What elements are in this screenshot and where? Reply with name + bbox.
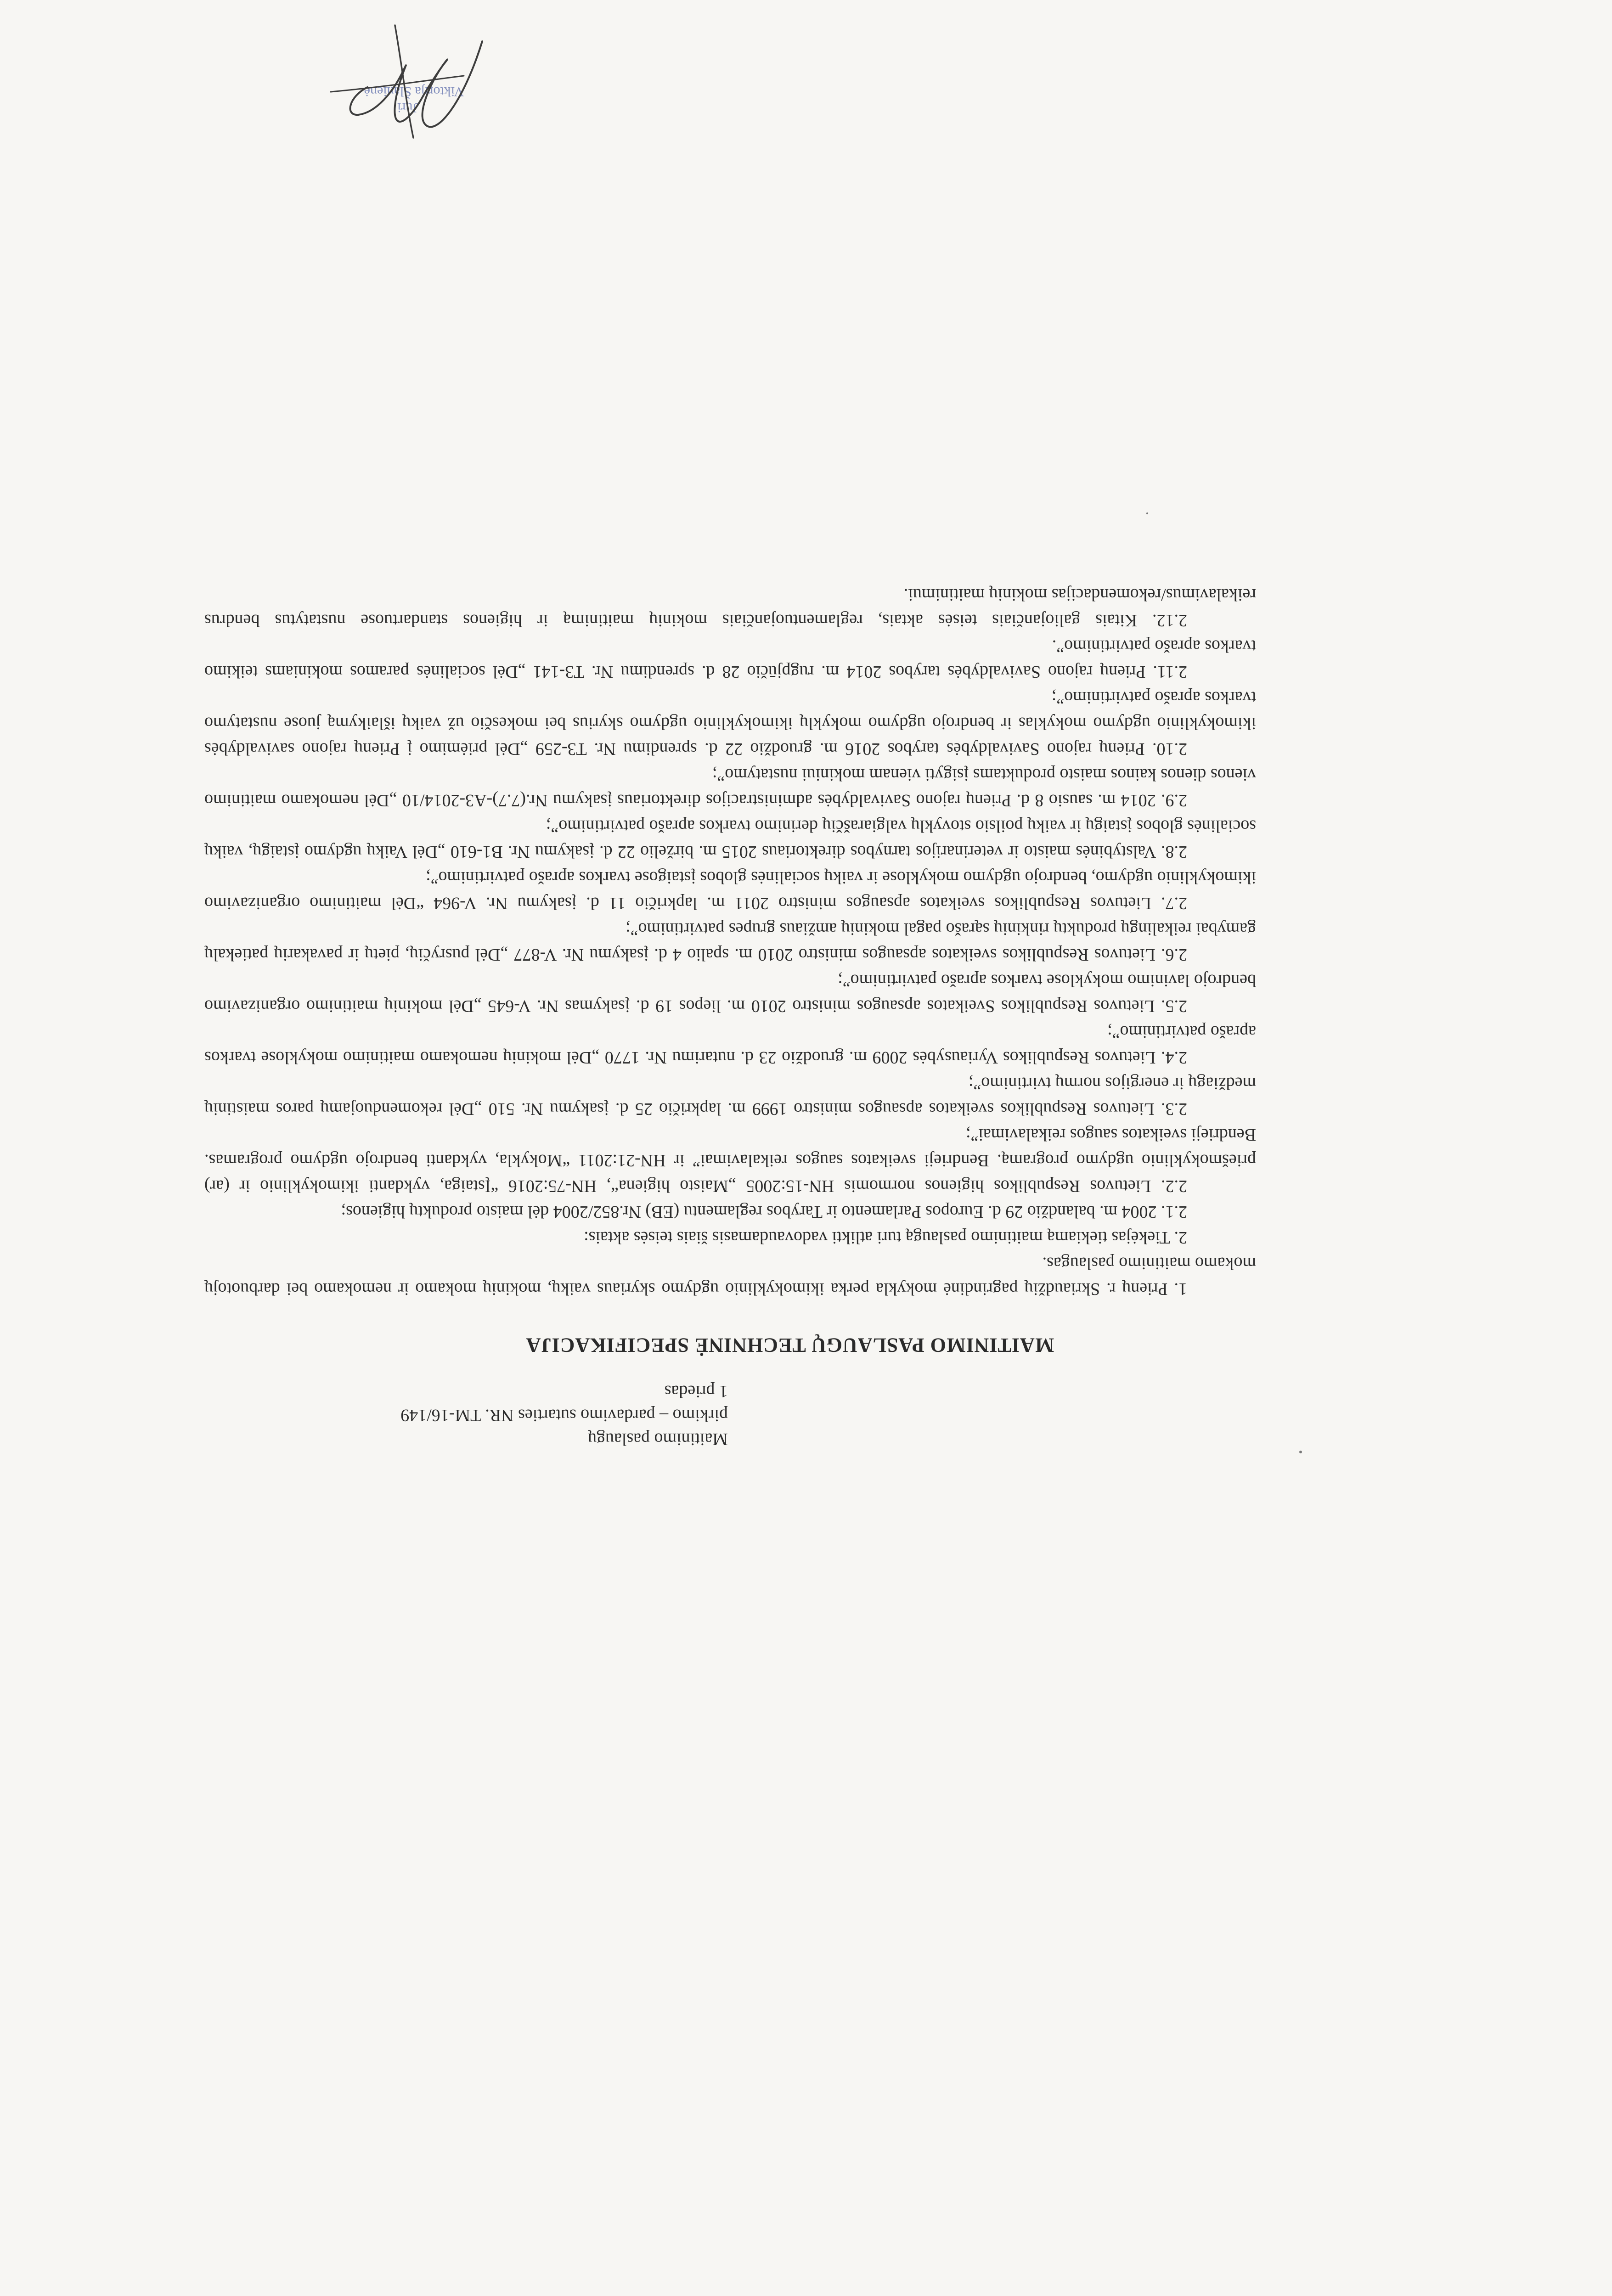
scan-speck (1299, 1451, 1302, 1453)
paragraph: 2.10. Prienų rajono Savivaldybės tarybos 2016 m. gruodžio 22 d. sprendimu Nr. T3-259 „Dėl priėmimo į Prienų rajono savivaldybės ikimokyklinio ugdymo mokyklas ir bendrojo ugdymo mokyklų ikimokyklinio ugdymo skyrius bei mokesčio už vaikų išlaikymą juose nustatymo tvarkos aprašo patvirtinimo”; (204, 688, 1256, 759)
signature-icon (294, 18, 533, 156)
paragraph: 2.1. 2004 m. balandžio 29 d. Europos Parlamento ir Tarybos reglamentu (EB) Nr.852/2004 dėl maisto produktų higienos; (341, 1202, 1187, 1221)
document-title: MAITINIMO PASLAUGŲ TECHNINĖ SPECIFIKACIJA (525, 1334, 1054, 1356)
paragraph: 2.3. Lietuvos Respublikos sveikatos apsaugos ministro 1999 m. lapkričio 25 d. įsakymu Nr. 510 „Dėl rekomenduojamų paros maistinių medžiagų ir energijos normų tvirtinimo”; (204, 1074, 1256, 1119)
paragraph: 2.5. Lietuvos Respublikos Sveikatos apsaugos ministro 2010 m. liepos 19 d. įsakymas Nr. V-645 „Dėl mokinių maitinimo organizavimo bendrojo lavinimo mokyklose tvarkos aprašo patvirtinimo”; (204, 971, 1256, 1016)
paragraph: 2.11. Prienų rajono Savivaldybės tarybos 2014 m. rugpjūčio 28 d. sprendimu Nr. T3-141 „Dėl socialinės paramos mokiniams teikimo tvarkos aprašo patvirtinimo”. (204, 636, 1256, 681)
annex-line-1: Maitinimo paslaugų (587, 1429, 728, 1449)
paragraph: 2.12. Kitais galiojančiais teisės aktais, reglamentuojančiais mokinių maitinimą ir higienos standartuose nustatytus bendrus reikalavimus/rekomendacijas mokinių maitinimui. (204, 585, 1256, 630)
stamp-line-1: Juri (397, 100, 418, 115)
paragraph: 2.8. Valstybinės maisto ir veterinarijos tarnybos direktoriaus 2015 m. birželio 22 d. įsakymu Nr. B1-610 „Dėl Vaikų ugdymo įstaigų, vaikų socialinės globos įstaigų ir vaikų poilsio stovyklų valgiaraščių derinimo tvarkos aprašo patvirtinimo”; (204, 816, 1256, 861)
paragraph: 1. Prienų r. Skriaudžių pagrindinė mokykla perka ikimokyklinio ugdymo skyriaus vaikų, mokinių mokamo ir nemokamo bei darbuotojų mokamo maitinimo paslaugas. (204, 1254, 1256, 1299)
paragraph: 2. Tiekėjas tiekiamą maitinimo paslaugą turi atlikti vadovaudamasis šiais teisės aktais: (584, 1228, 1187, 1247)
stamp-line-2: Viktorija Šlanienė (364, 84, 464, 99)
annex-header (315, 1379, 728, 1451)
paragraph: 2.2. Lietuvos Respublikos higienos normomis HN-15:2005 „Maisto higiena“, HN-75:2016 “Įstaiga, vykdanti ikimokyklinio ir (ar) priešmokyklinio ugdymo programą. Bendrieji sveikatos saugos reikalavimai” ir HN-21:2011 “Mokykla, vykdanti bendrojo ugdymo programas. Bendrieji sveikatos saugos reikalavimai”; (204, 1125, 1256, 1196)
annex-line-3: 1 priedas (664, 1382, 728, 1401)
signature-stamp (294, 18, 533, 156)
scan-speck (1146, 512, 1148, 514)
paragraph: 2.7. Lietuvos Respublikos sveikatos apsaugos ministro 2011 m. lapkričio 11 d. įsakymu Nr. V-964 “Dėl maitinimo organizavimo ikimokyklinio ugdymo, bendrojo ugdymo mokyklose ir vaikų socialinės globos įstaigose tvarkos aprašo patvirtinimo”; (204, 868, 1256, 913)
paragraph: 2.4. Lietuvos Respublikos Vyriausybės 2009 m. gruodžio 23 d. nutarimu Nr. 1770 „Dėl mokinių nemokamo maitinimo mokyklose tvarkos aprašo patvirtinimo”; (204, 1022, 1256, 1067)
annex-line-2: pirkimo – pardavimo sutarties NR. TM-16/149 (400, 1406, 728, 1425)
document-body (204, 582, 1256, 1302)
paragraph: 2.6. Lietuvos Respublikos sveikatos apsaugos ministro 2010 m. spalio 4 d. įsakymu Nr. V-877 „Dėl pusryčių, pietų ir pavakarių patiekalų gamybai reikalingų produktų rinkinių sąrašo pagal mokinių amžiaus grupes patvirtinimo”; (204, 919, 1256, 964)
paragraph: 2.9. 2014 m. sausio 8 d. Prienų rajono Savivaldybės administracijos direktoriaus įsakymu Nr.(7.7)-A3-2014/10 „Dėl nemokamo maitinimo vienos dienos kainos maisto produktams įsigyti vienam mokiniui nustatymo”; (204, 765, 1256, 810)
